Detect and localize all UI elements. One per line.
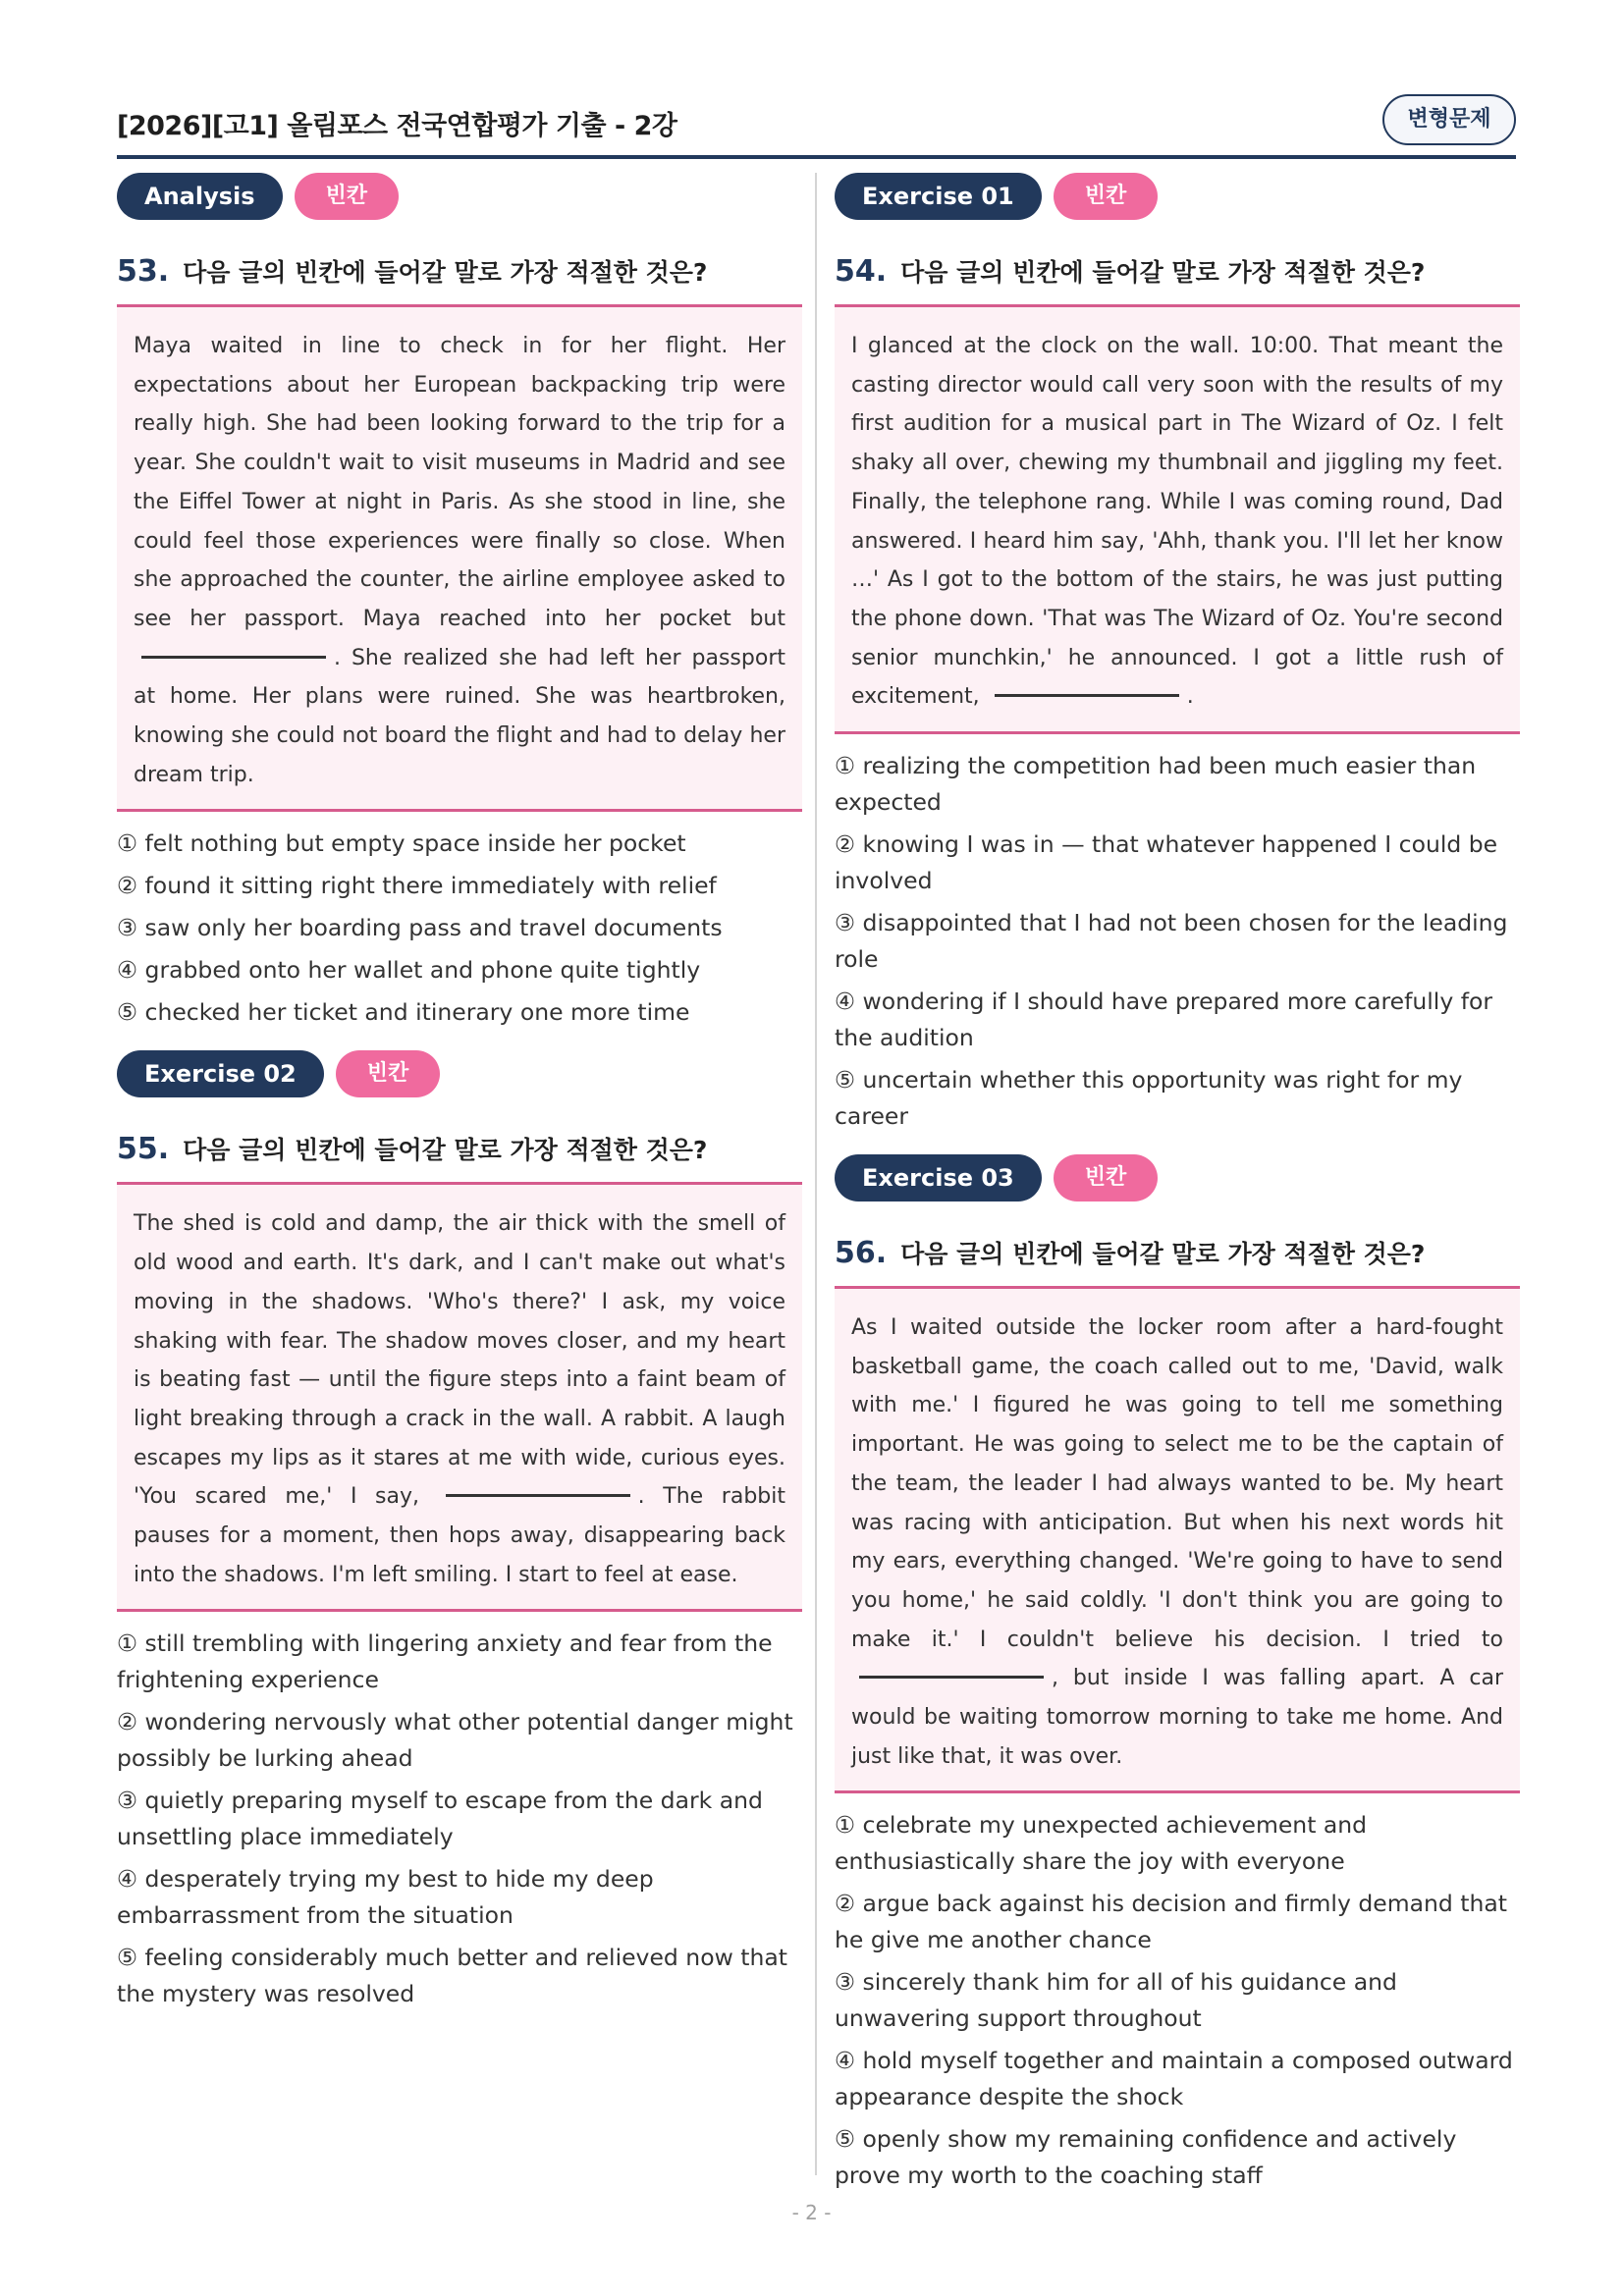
left-column bbox=[117, 173, 802, 2018]
answer-blank bbox=[446, 1494, 630, 1497]
question-title bbox=[835, 251, 1520, 293]
passage-text-after: . The rabbit pauses for a moment, then hops away, disappearing back into the shadows. I'm left smiling. I start to feel at ease. bbox=[134, 1484, 785, 1587]
answer-blank bbox=[995, 694, 1179, 697]
question-title bbox=[117, 251, 802, 293]
analysis-tag: Analysis bbox=[117, 173, 283, 220]
choice-5[interactable]: ⑤ openly show my remaining confidence and actively prove my worth to the coaching staff bbox=[835, 2125, 1457, 2190]
passage-text-before: The shed is cold and damp, the air thick with the smell of old wood and earth. It's dark, and I can't make out what's moving in the shadows. 'Who's there?' I ask, my voice shaking with fear. The shadow moves closer, and my heart is beating fast — until the figure steps into a faint beam of light breaking through a crack in the wall. A rabbit. A laugh escapes my lips as it stares at me with wide, curious eyes. 'You scared me,' I say, bbox=[134, 1211, 785, 1510]
question-prompt: 다음 글의 빈칸에 들어갈 말로 가장 적절한 것은? bbox=[183, 1136, 708, 1165]
choice-4[interactable]: ④ hold myself together and maintain a composed outward appearance despite the shock bbox=[835, 2047, 1513, 2111]
answer-choices bbox=[117, 826, 802, 1031]
choice-4[interactable]: ④ desperately trying my best to hide my deep embarrassment from the situation bbox=[117, 1865, 654, 1930]
page-header bbox=[117, 94, 1516, 157]
passage-text-before: As I waited outside the locker room after a hard-fought basketball game, the coach called out to me, 'David, walk with me.' I figured he was going to tell me something important. He was going to select me to be the captain of the team, the leader I had always wanted to be. My heart was racing with anticipation. But when his next words hit my ears, everything changed. 'We're going to have to send you home,' he said coldly. 'I don't think you are going to make it.' I couldn't believe his decision. I tried to bbox=[851, 1315, 1503, 1652]
choice-5[interactable]: ⑤ checked her ticket and itinerary one more time bbox=[117, 998, 690, 1027]
question-title bbox=[835, 1233, 1520, 1274]
choice-3[interactable]: ③ saw only her boarding pass and travel documents bbox=[117, 914, 723, 942]
choice-3[interactable]: ③ sincerely thank him for all of his guidance and unwavering support throughout bbox=[835, 1968, 1397, 2033]
blank-type-tag: 빈칸 bbox=[1054, 173, 1159, 220]
passage-box bbox=[835, 304, 1520, 734]
choice-4[interactable]: ④ wondering if I should have prepared more carefully for the audition bbox=[835, 988, 1493, 1052]
choice-2[interactable]: ② argue back against his decision and firmly demand that he give me another chance bbox=[835, 1890, 1507, 1954]
question-number: 55. bbox=[117, 1132, 170, 1167]
section-tags bbox=[117, 173, 802, 222]
passage-text-before: I glanced at the clock on the wall. 10:00. That meant the casting director would call very soon with the results of my first audition for a musical part in The Wizard of Oz. I felt shaky all over, chewing my thumbnail and jiggling my feet. Finally, the telephone rang. While I was coming round, Dad answered. I heard him say, 'Ahh, thank you. I'll let her know …' As I got to the bottom of the stairs, he was just putting the phone down. 'That was The Wizard of Oz. You're second senior munchkin,' he announced. I got a little rush of excitement, bbox=[851, 334, 1503, 710]
choice-5[interactable]: ⑤ uncertain whether this opportunity was right for my career bbox=[835, 1066, 1463, 1131]
analysis-section bbox=[117, 173, 802, 1031]
passage-text-before: Maya waited in line to check in for her flight. Her expectations about her European backpacking trip were really high. She had been looking forward to the trip for a year. She couldn't wait to visit museums in Madrid and see the Eiffel Tower at night in Paris. As she stood in line, she could feel those experiences were finally so close. When she approached the counter, the airline employee asked to see her passport. Maya reached into her pocket but bbox=[134, 334, 785, 631]
right-column bbox=[835, 173, 1520, 2200]
question-number: 54. bbox=[835, 254, 888, 289]
choice-1[interactable]: ① celebrate my unexpected achievement and enthusiastically share the joy with everyone bbox=[835, 1811, 1368, 1876]
choice-4[interactable]: ④ grabbed onto her wallet and phone quite tightly bbox=[117, 956, 701, 985]
choice-1[interactable]: ① realizing the competition had been much easier than expected bbox=[835, 752, 1477, 817]
choice-1[interactable]: ① felt nothing but empty space inside her pocket bbox=[117, 829, 686, 858]
section-tags bbox=[835, 173, 1520, 222]
choice-3[interactable]: ③ quietly preparing myself to escape from the dark and unsettling place immediately bbox=[117, 1787, 763, 1851]
blank-type-tag: 빈칸 bbox=[336, 1050, 441, 1097]
question-number: 53. bbox=[117, 254, 170, 289]
page-number: - 2 - bbox=[791, 2201, 832, 2224]
question-prompt: 다음 글의 빈칸에 들어갈 말로 가장 적절한 것은? bbox=[900, 258, 1426, 287]
answer-blank bbox=[859, 1676, 1044, 1679]
choice-2[interactable]: ② knowing I was in — that whatever happened I could be involved bbox=[835, 830, 1498, 895]
passage-box bbox=[117, 304, 802, 812]
question-title bbox=[117, 1129, 802, 1170]
exercise-tag: Exercise 03 bbox=[835, 1154, 1042, 1201]
column-divider bbox=[815, 173, 817, 2175]
choice-2[interactable]: ② found it sitting right there immediately with relief bbox=[117, 872, 717, 900]
section-tags bbox=[117, 1050, 802, 1099]
question-number: 56. bbox=[835, 1236, 888, 1271]
answer-choices bbox=[835, 1807, 1520, 2194]
passage-box bbox=[117, 1182, 802, 1612]
blank-type-tag: 빈칸 bbox=[1054, 1154, 1159, 1201]
choice-1[interactable]: ① still trembling with lingering anxiety and fear from the frightening experience bbox=[117, 1629, 773, 1694]
variant-badge: 변형문제 bbox=[1382, 94, 1516, 145]
exercise-tag: Exercise 02 bbox=[117, 1050, 324, 1097]
section-tags bbox=[835, 1154, 1520, 1203]
header-divider bbox=[117, 155, 1516, 159]
exercise01-section bbox=[835, 173, 1520, 1135]
choice-3[interactable]: ③ disappointed that I had not been chosen for the leading role bbox=[835, 909, 1508, 974]
question-prompt: 다음 글의 빈칸에 들어갈 말로 가장 적절한 것은? bbox=[183, 258, 708, 287]
passage-text-after: . bbox=[1186, 684, 1194, 710]
exercise-tag: Exercise 01 bbox=[835, 173, 1042, 220]
choice-2[interactable]: ② wondering nervously what other potential danger might possibly be lurking ahead bbox=[117, 1708, 793, 1773]
passage-box bbox=[835, 1286, 1520, 1793]
exercise02-section bbox=[117, 1050, 802, 2012]
passage-text-after: . She realized she had left her passport at home. Her plans were ruined. She was heartbroken, knowing she could not board the flight and had to delay her dream trip. bbox=[134, 645, 785, 787]
choice-5[interactable]: ⑤ feeling considerably much better and relieved now that the mystery was resolved bbox=[117, 1944, 787, 2008]
passage-text-after: , but inside I was falling apart. A car would be waiting tomorrow morning to take me home. And just like that, it was over. bbox=[851, 1666, 1503, 1769]
answer-blank bbox=[141, 656, 326, 659]
answer-choices bbox=[835, 748, 1520, 1135]
answer-choices bbox=[117, 1626, 802, 2012]
page-title: [2026][고1] 올림포스 전국연합평가 기출 - 2강 bbox=[117, 111, 677, 141]
exercise03-section bbox=[835, 1154, 1520, 2194]
blank-type-tag: 빈칸 bbox=[295, 173, 400, 220]
question-prompt: 다음 글의 빈칸에 들어갈 말로 가장 적절한 것은? bbox=[900, 1240, 1426, 1269]
